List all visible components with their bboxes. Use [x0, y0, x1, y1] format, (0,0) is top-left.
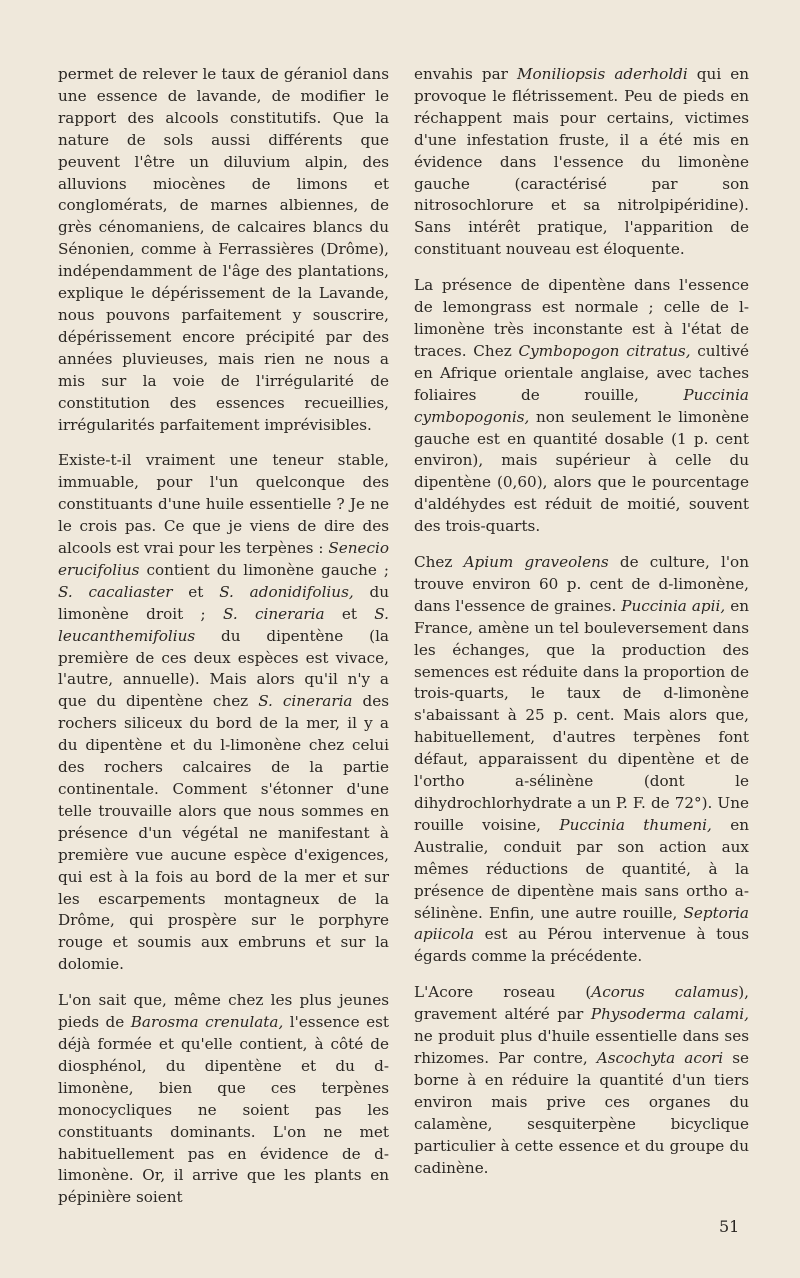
paragraph-acore: L'Acore roseau (Acorus calamus), gravement altéré par Physoderma calami, ne produit plus d'huile essentielle dans ses rhizomes. Par contre, Ascochyta acori se borne à en réduire la quantité d'un tiers environ mais prive ces organes du calamène, sesquiterpène bicyclique particulier à cette essence et du groupe du cadinène. [414, 983, 750, 1177]
paragraph-lemongrass: La présence de dipentène dans l'essence de lemongrass est normale ; celle de l-limonène très inconstante est à l'état de traces. Chez Cymbopogon citratus, cultivé en Afrique orientale anglaise, avec taches foliaires de rouille, Puccinia cymbopogonis, non seulement le limonène gauche est en quantité dosable (1 p. cent environ), mais supérieur à celle du dipentène (0,60), alors que le pourcentage d'aldéhydes est réduit de moitié, souvent des trois-quarts. [414, 276, 749, 536]
right-column [414, 64, 749, 1193]
left-column [58, 64, 389, 1223]
paragraph-terpenes: Existe-t-il vraiment une teneur stable, immuable, pour l'un quelconque des constituants d'une huile essentielle ? Je ne le crois pas. Ce que je viens de dire des alcools est vrai pour les terpènes : Senecio erucifolius contient du limonène gauche ; S. cacaliaster et S. adonidifolius, du limonène droit ; S. cineraria et S. leucanthemifolius du dipentène (la première de ces deux espèces est vivace, l'autre, annuelle). Mais alors qu'il n'y a que du dipentène chez S. cineraria des rochers siliceux du bord de la mer, il y a du dipentène et du l-limonène chez celui des rochers calcaires de la partie continentale. Comment s'étonner d'une telle trouvaille alors que nous sommes en présence d'un végétal ne manifestant à première vue aucune espèce d'exigences, qui est à la fois au bord de la mer et sur les escarpements montagneux de la Drôme, qui prospère sur le porphyre rouge et soumis aux embruns et sur la dolomie. [58, 451, 389, 974]
paragraph-moniliopsis: envahis par Moniliopsis aderholdi qui en provoque le flétrissement. Peu de pieds en réchappent mais pour certains, victimes d'une infestation fruste, il a été mis en évidence dans l'essence du limonène gauche (caractérisé par son nitrosochlorure et sa nitrolpipéridine). Sans intérêt pratique, l'apparition de constituant nouveau est éloquente. [414, 65, 749, 259]
paragraph-lavande: permet de relever le taux de géraniol dans une essence de lavande, de modifier le rapport des alcools constitutifs. Que la nature de sols aussi différents que peuvent l'être un diluvium alpin, des alluvions miocènes de limons et conglomérats, de marnes albiennes, de grès cénomaniens, de calcaires blancs du Sénonien, comme à Ferrassières (Drôme), indépendamment de l'âge des plantations, explique le dépérissement de la Lavande, nous pouvons parfaitement y souscrire, dépérissement encore précipité par des années pluvieuses, mais rien ne nous a mis sur la voie de l'irrégularité de constitution des essences recueillies, irrégularités parfaitement imprévisibles. [58, 65, 389, 434]
page-number: 51 [719, 1217, 740, 1236]
paragraph-apium: Chez Apium graveolens de culture, l'on trouve environ 60 p. cent de d-limonène, dans l'essence de graines. Puccinia apii, en France, amène un tel bouleversement dans les échanges, que la production des semences est réduite dans la proportion de trois-quarts, le taux de d-limonène s'abaissant à 25 p. cent. Mais alors que, habituellement, d'autres terpènes font défaut, apparaissent du dipentène et de l'ortho a-sélinène (dont le dihydrochlorhydrate a un P. F. de 72°). Une rouille voisine, Puccinia thumeni, en Australie, conduit par son action aux mêmes réductions de quantité, à la présence de dipentène mais sans ortho a-sélinène. Enfin, une autre rouille, Septoria apiicola est au Pérou intervenue à tous égards comme la précédente. [414, 553, 749, 966]
paragraph-barosma: L'on sait que, même chez les plus jeunes pieds de Barosma crenulata, l'essence est déjà formée et qu'elle contient, à côté de diosphénol, du dipentène et du d-limonène, bien que ces terpènes monocycliques ne soient pas les constituants dominants. L'on ne met habituellement pas en évidence de d-limonène. Or, il arrive que les plants en pépinière soient [58, 991, 389, 1207]
